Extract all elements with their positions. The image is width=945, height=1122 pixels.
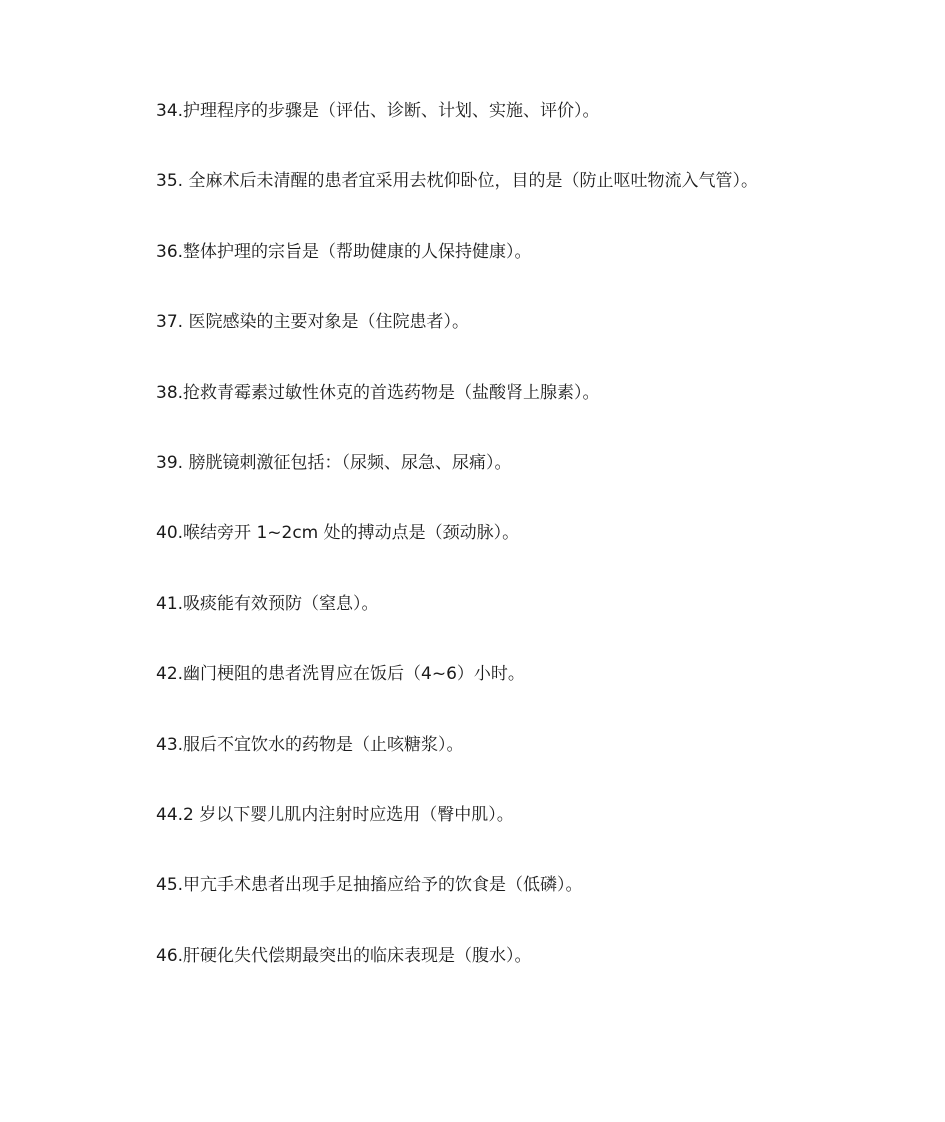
list-item-40: 40.喉结旁开 1~2cm 处的搏动点是（颈动脉）。 [156, 523, 520, 544]
list-item-42: 42.幽门梗阻的患者洗胃应在饭后（4~6）小时。 [156, 664, 525, 685]
list-item-38: 38.抢救青霉素过敏性休克的首选药物是（盐酸肾上腺素）。 [156, 382, 600, 403]
list-item-43: 43.服后不宜饮水的药物是（止咳糖浆）。 [156, 734, 464, 755]
list-item-39: 39. 膀胱镜刺激征包括：（尿频、尿急、尿痛）。 [156, 452, 512, 473]
list-item-37: 37. 医院感染的主要对象是（住院患者）。 [156, 312, 469, 333]
list-item-46: 46.肝硬化失代偿期最突出的临床表现是（腹水）。 [156, 945, 532, 966]
list-item-41: 41.吸痰能有效预防（窒息）。 [156, 593, 379, 614]
list-item-36: 36.整体护理的宗旨是（帮助健康的人保持健康）。 [156, 241, 532, 262]
question-answer-list [156, 96, 916, 1011]
list-item-34: 34.护理程序的步骤是（评估、诊断、计划、实施、评价）。 [156, 101, 600, 121]
list-item-45: 45.甲亢手术患者出现手足抽搐应给予的饮食是（低磷）。 [156, 875, 583, 896]
list-item-44: 44.2 岁以下婴儿肌内注射时应选用（臀中肌）。 [156, 804, 514, 825]
list-item-35: 35. 全麻术后未清醒的患者宜采用去枕仰卧位，目的是（防止呕吐物流入气管）。 [156, 171, 758, 192]
